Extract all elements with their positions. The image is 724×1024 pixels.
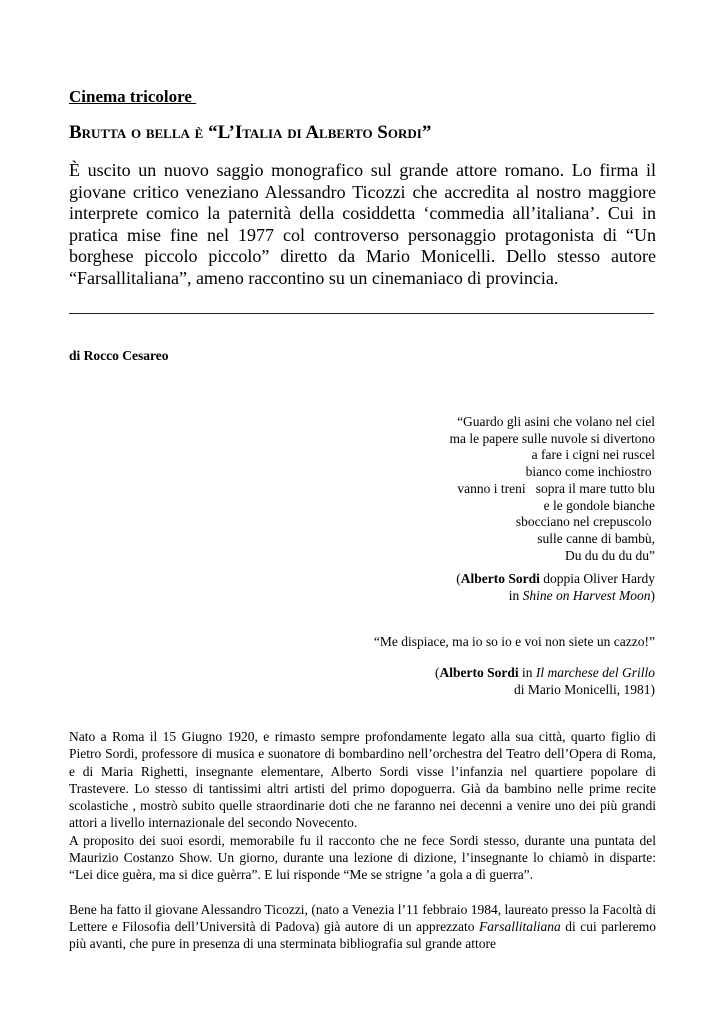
verse-line: a fare i cigni nei ruscel	[531, 447, 655, 463]
body-paragraph	[69, 901, 656, 953]
epigraph-verse	[450, 414, 655, 564]
body-paragraph: Nato a Roma il 15 Giugno 1920, e rimasto sempre profondamente legato alla sua città, quarto figlio di Pietro Sordi, professore di musica e suonatore di bombardino nell’orchestra del Teatro dell’Opera di Roma, e di Maria Righetti, insegnante elementare, Alberto Sordi visse l’infanzia nel quartiere popolare di Trastevere. Lo stesso di tantissimi altri artisti del primo dopoguerra. Già da bambino nelle prime recite scolastiche , mostrò subito quelle straordinarie doti che ne faranno nei decenni a venire uno dei più grandi attori a livello internazionale del secondo Novecento.	[69, 729, 656, 831]
attribution-line	[456, 587, 655, 604]
paren: )	[650, 588, 655, 603]
verse-line: “Guardo gli asini che volano nel ciel	[457, 414, 655, 429]
verse-line: e le gondole bianche	[543, 497, 655, 513]
article-headline	[69, 122, 431, 144]
separator-rule	[69, 313, 654, 314]
headline-prefix: Brutta o bella è	[69, 122, 209, 143]
quote-attribution	[435, 664, 655, 698]
verse-line: sulle canne di bambù,	[537, 530, 655, 546]
headline-title: “L’Italia di Alberto Sordi”	[208, 122, 432, 143]
article-lead	[69, 160, 656, 289]
attribution-name: Alberto Sordi	[460, 571, 540, 586]
paren: (	[435, 665, 440, 680]
paragraph-text: Bene ha fatto il giovane Alessandro Ticozzi, (nato a Venezia l’11 febbraio 1984, laureato presso la Facoltà di Lettere e Filosofia dell’Università di Padova) già autore di un apprezzato	[69, 901, 656, 934]
attribution-line	[456, 570, 655, 587]
attribution-connector: in	[518, 665, 536, 680]
attribution-work: Il marchese del Grillo	[535, 665, 655, 680]
attribution-role: doppia Oliver Hardy	[539, 571, 655, 586]
attribution-prefix: in	[508, 588, 523, 603]
lead-paragraph: È uscito un nuovo saggio monografico sul grande attore romano. Lo firma il giovane critico veneziano Alessandro Ticozzi che accredita al nostro maggiore interprete comico la paternità della cosiddetta ‘commedia all’italiana’. Cui in pratica mise fine nel 1977 col controverso personaggio protagonista di “Un borghese piccolo piccolo” diretto da Mario Monicelli. Dello stesso autore “Farsallitaliana”, ameno raccontino su un cinemaniaco di provincia.	[69, 160, 656, 288]
attribution-line	[435, 664, 655, 681]
verse-line: sbocciano nel crepuscolo	[515, 514, 655, 530]
book-title: Farsallitaliana	[479, 918, 561, 934]
paragraph-text: di cui parleremo più avanti, che pure in presenza di una sterminata bibliografia sul grande attore	[69, 918, 656, 952]
epigraph-quote: “Me dispiace, ma io so io e voi non siete un cazzo!”	[373, 634, 655, 649]
verse-line: bianco come inchiostro	[525, 464, 655, 480]
section-kicker: Cinema tricolore	[69, 87, 197, 106]
verse-line: ma le papere sulle nuvole si divertono	[449, 430, 655, 446]
epigraph-attribution	[456, 570, 655, 604]
verse-line: Du du du du du”	[565, 547, 655, 563]
author-byline: di Rocco Cesareo	[69, 348, 169, 363]
paren: (	[456, 571, 461, 586]
body-paragraph: A proposito dei suoi esordi, memorabile fu il racconto che ne fece Sordi stesso, durante una puntata del Maurizio Costanzo Show. Un giorno, durante una lezione di dizione, l’insegnante lo chiamò in disparte: “Lei dice guèra, ma si dice guèrra”. E lui risponde “Me se strigne ’a gola a dì guerra”.	[69, 832, 656, 883]
attribution-line: di Mario Monicelli, 1981)	[514, 682, 655, 697]
verse-line: vanno i treni sopra il mare tutto blu	[457, 480, 655, 496]
attribution-work: Shine on Harvest Moon	[522, 588, 651, 603]
attribution-name: Alberto Sordi	[439, 665, 519, 680]
article-body	[69, 728, 656, 953]
